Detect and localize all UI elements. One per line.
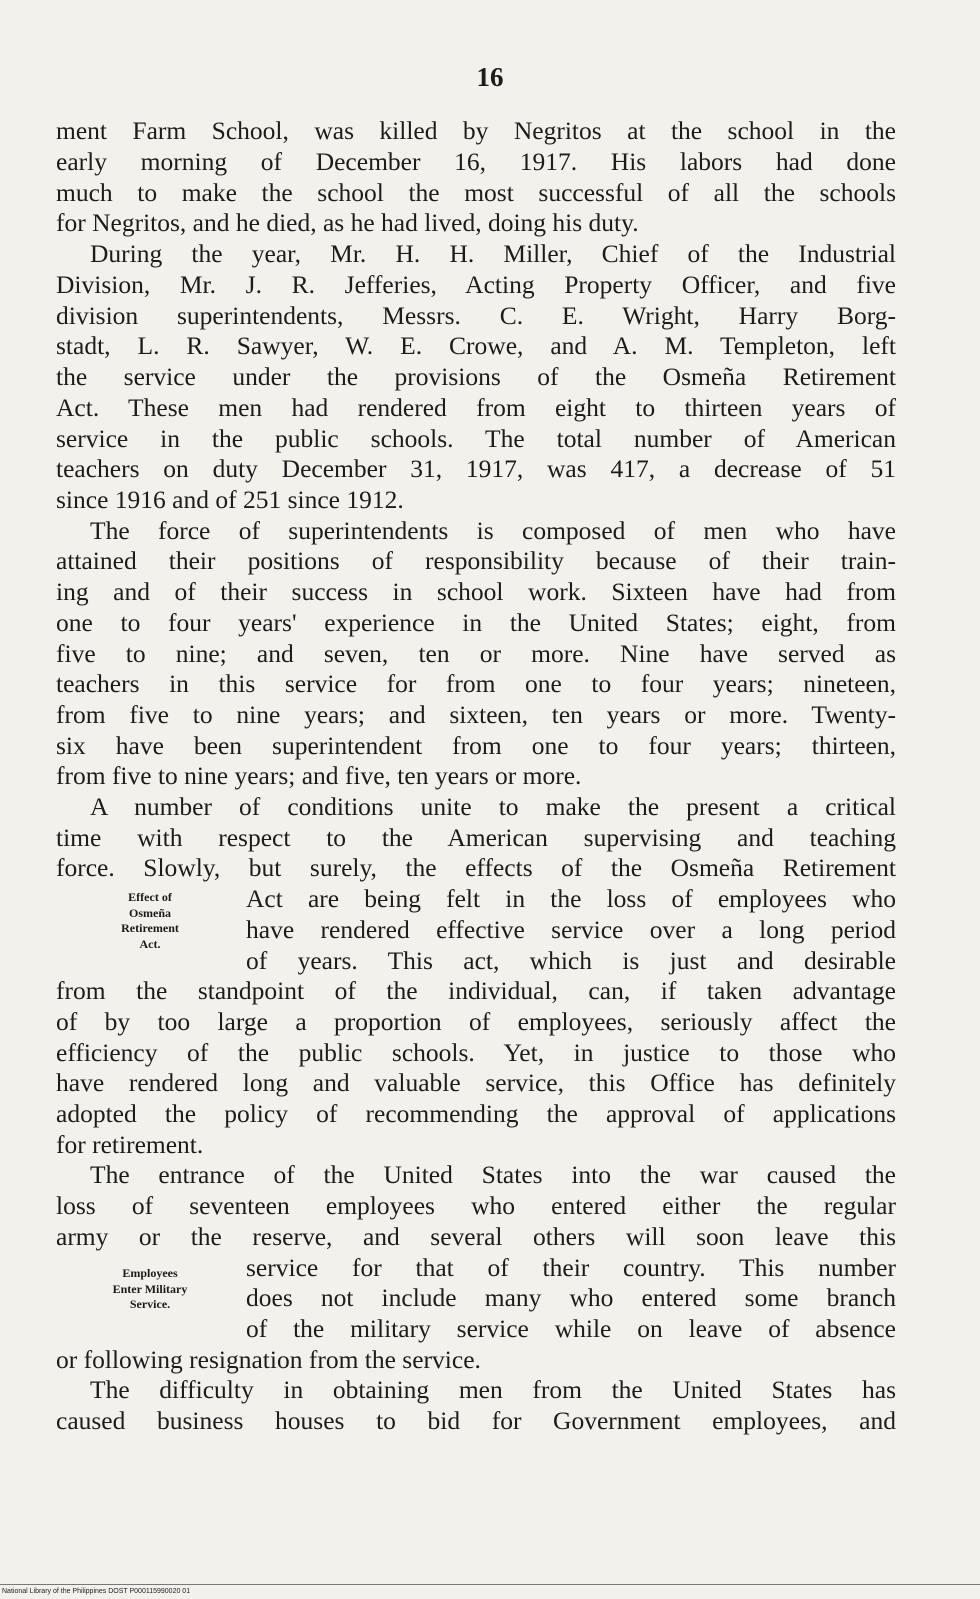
text-line: does not include many who entered some branch <box>246 1283 896 1312</box>
text-line: for Negritos, and he died, as he had lived, doing his duty. <box>56 208 639 237</box>
text-line: division superintendents, Messrs. C. E. Wright, Harry Borg- <box>56 301 896 330</box>
text-line: adopted the policy of recommending the approval of applications <box>56 1099 896 1128</box>
text-line: from five to nine years; and five, ten years or more. <box>56 761 582 790</box>
text-line: early morning of December 16, 1917. His labors had done <box>56 147 896 176</box>
text-line: During the year, Mr. H. H. Miller, Chief of the Industrial <box>90 239 896 268</box>
text-line: of by too large a proportion of employees, seriously affect the <box>56 1007 896 1036</box>
text-line: since 1916 and of 251 since 1912. <box>56 485 404 514</box>
text-line: loss of seventeen employees who entered either the regular <box>56 1191 896 1220</box>
text-line: the service under the provisions of the Osmeña Retirement <box>56 362 896 391</box>
margin-note-line: Act. <box>139 936 161 951</box>
page-number: 16 <box>476 62 504 92</box>
text-line: stadt, L. R. Sawyer, W. E. Crowe, and A. M. Templeton, left <box>56 331 896 360</box>
text-line: force. Slowly, but surely, the effects of the Osmeña Retirement <box>56 853 896 882</box>
text-line: of years. This act, which is just and desirable <box>246 946 896 975</box>
margin-note-osmena-act <box>65 890 235 952</box>
text-line: service for that of their country. This number <box>246 1253 896 1282</box>
text-line: ment Farm School, was killed by Negritos at the school in the <box>56 116 896 145</box>
text-line: service in the public schools. The total number of American <box>56 424 896 453</box>
text-line: one to four years' experience in the United States; eight, from <box>56 608 896 637</box>
footer-divider <box>0 1584 980 1585</box>
text-line: from the standpoint of the individual, can, if taken advantage <box>56 976 896 1005</box>
text-line: or following resignation from the service. <box>56 1345 481 1374</box>
text-line: A number of conditions unite to make the present a critical <box>90 792 896 821</box>
margin-note-line: Service. <box>129 1297 171 1311</box>
scan-footer: National Library of the Philippines DOST P000115990020 01 <box>2 1588 191 1595</box>
text-line: The difficulty in obtaining men from the United States has <box>90 1375 896 1404</box>
margin-note-military-service <box>65 1266 235 1313</box>
text-line: time with respect to the American supervising and teaching <box>56 823 896 852</box>
margin-note-line: Enter Military <box>112 1281 188 1296</box>
text-line: ing and of their success in school work. Sixteen have had from <box>56 577 896 606</box>
text-line: have rendered effective service over a long period <box>246 915 896 944</box>
text-line: of the military service while on leave of absence <box>246 1314 896 1343</box>
text-line: army or the reserve, and several others will soon leave this <box>56 1222 896 1251</box>
text-line: from five to nine years; and sixteen, ten years or more. Twenty- <box>56 700 896 729</box>
text-line: for retirement. <box>56 1130 204 1159</box>
text-line: teachers on duty December 31, 1917, was 417, a decrease of 51 <box>56 454 896 483</box>
text-line: much to make the school the most successful of all the schools <box>56 178 896 207</box>
margin-note-line: Employees <box>122 1266 178 1280</box>
text-line: efficiency of the public schools. Yet, in justice to those who <box>56 1038 896 1067</box>
text-line: teachers in this service for from one to four years; nineteen, <box>56 669 896 698</box>
text-line: attained their positions of responsibility because of their train- <box>56 546 896 575</box>
text-line: Act. These men had rendered from eight to thirteen years of <box>56 393 896 422</box>
text-line: The force of superintendents is composed of men who have <box>90 516 896 545</box>
text-line: Division, Mr. J. R. Jefferies, Acting Property Officer, and five <box>56 270 896 299</box>
text-line: five to nine; and seven, ten or more. Nine have served as <box>56 639 896 668</box>
text-line: caused business houses to bid for Government employees, and <box>56 1406 896 1435</box>
text-line: six have been superintendent from one to four years; thirteen, <box>56 731 896 760</box>
margin-note-line: Retirement <box>121 921 179 935</box>
margin-note-line: Osmeña <box>129 905 171 920</box>
margin-note-line: Effect of <box>128 890 172 904</box>
text-line: have rendered long and valuable service, this Office has definitely <box>56 1068 896 1097</box>
text-line: Act are being felt in the loss of employees who <box>246 884 896 913</box>
text-line: The entrance of the United States into the war caused the <box>90 1160 896 1189</box>
